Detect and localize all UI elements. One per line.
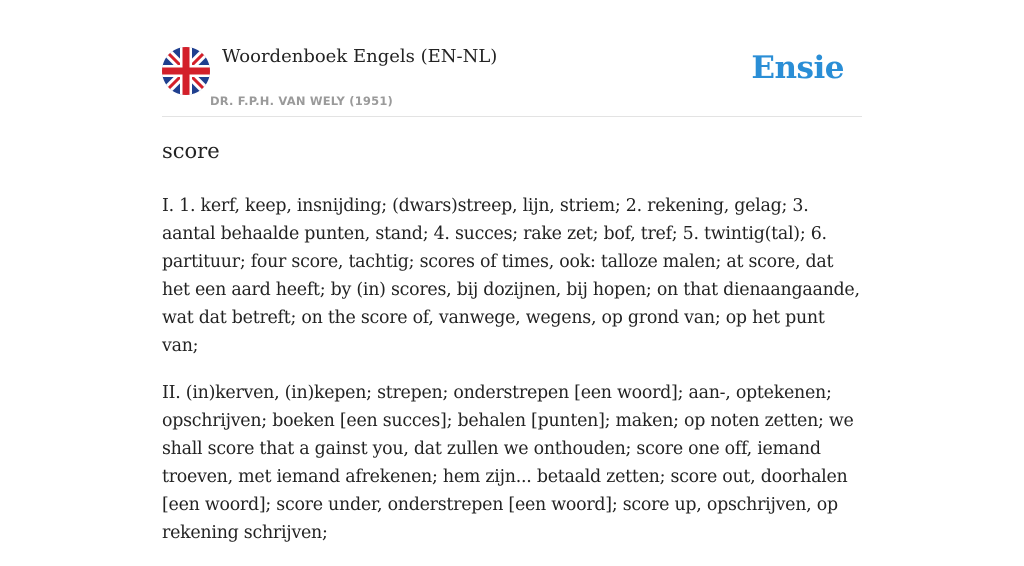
uk-flag-icon[interactable] <box>162 47 210 95</box>
definition-list <box>162 192 862 566</box>
dictionary-header <box>162 40 862 117</box>
dictionary-author: DR. F.P.H. VAN WELY (1951) <box>210 94 393 108</box>
definition-paragraph-2: II. (in)kerven, (in)kepen; strepen; onderstrepen [een woord]; aan-, optekenen; opschrijven; boeken [een succes]; behalen [punten]; maken; op noten zetten; we shall score that a gainst you, dat zullen we onthouden; score one off, iemand troeven, met iemand afrekenen; hem zijn... betaald zetten; score out, doorhalen [een woord]; score under, onderstrepen [een woord]; score up, opschrijven, op rekening schrijven; <box>162 383 854 543</box>
dictionary-title[interactable]: Woordenboek Engels (EN-NL) <box>222 46 498 67</box>
headword: score <box>162 139 220 163</box>
ensie-logo-link[interactable]: Ensie <box>751 50 844 86</box>
definition-paragraph-1: I. 1. kerf, keep, insnijding; (dwars)streep, lijn, striem; 2. rekening, gelag; 3. aantal behaalde punten, stand; 4. succes; rake zet; bof, tref; 5. twintig(tal); 6. partituur; four score, tachtig; scores of times, ook: talloze malen; at score, dat het een aard heeft; by (in) scores, bij dozijnen, bij hopen; on that dienaangaande, wat dat betreft; on the score of, vanwege, wegens, op grond van; op het punt van; <box>162 196 860 356</box>
